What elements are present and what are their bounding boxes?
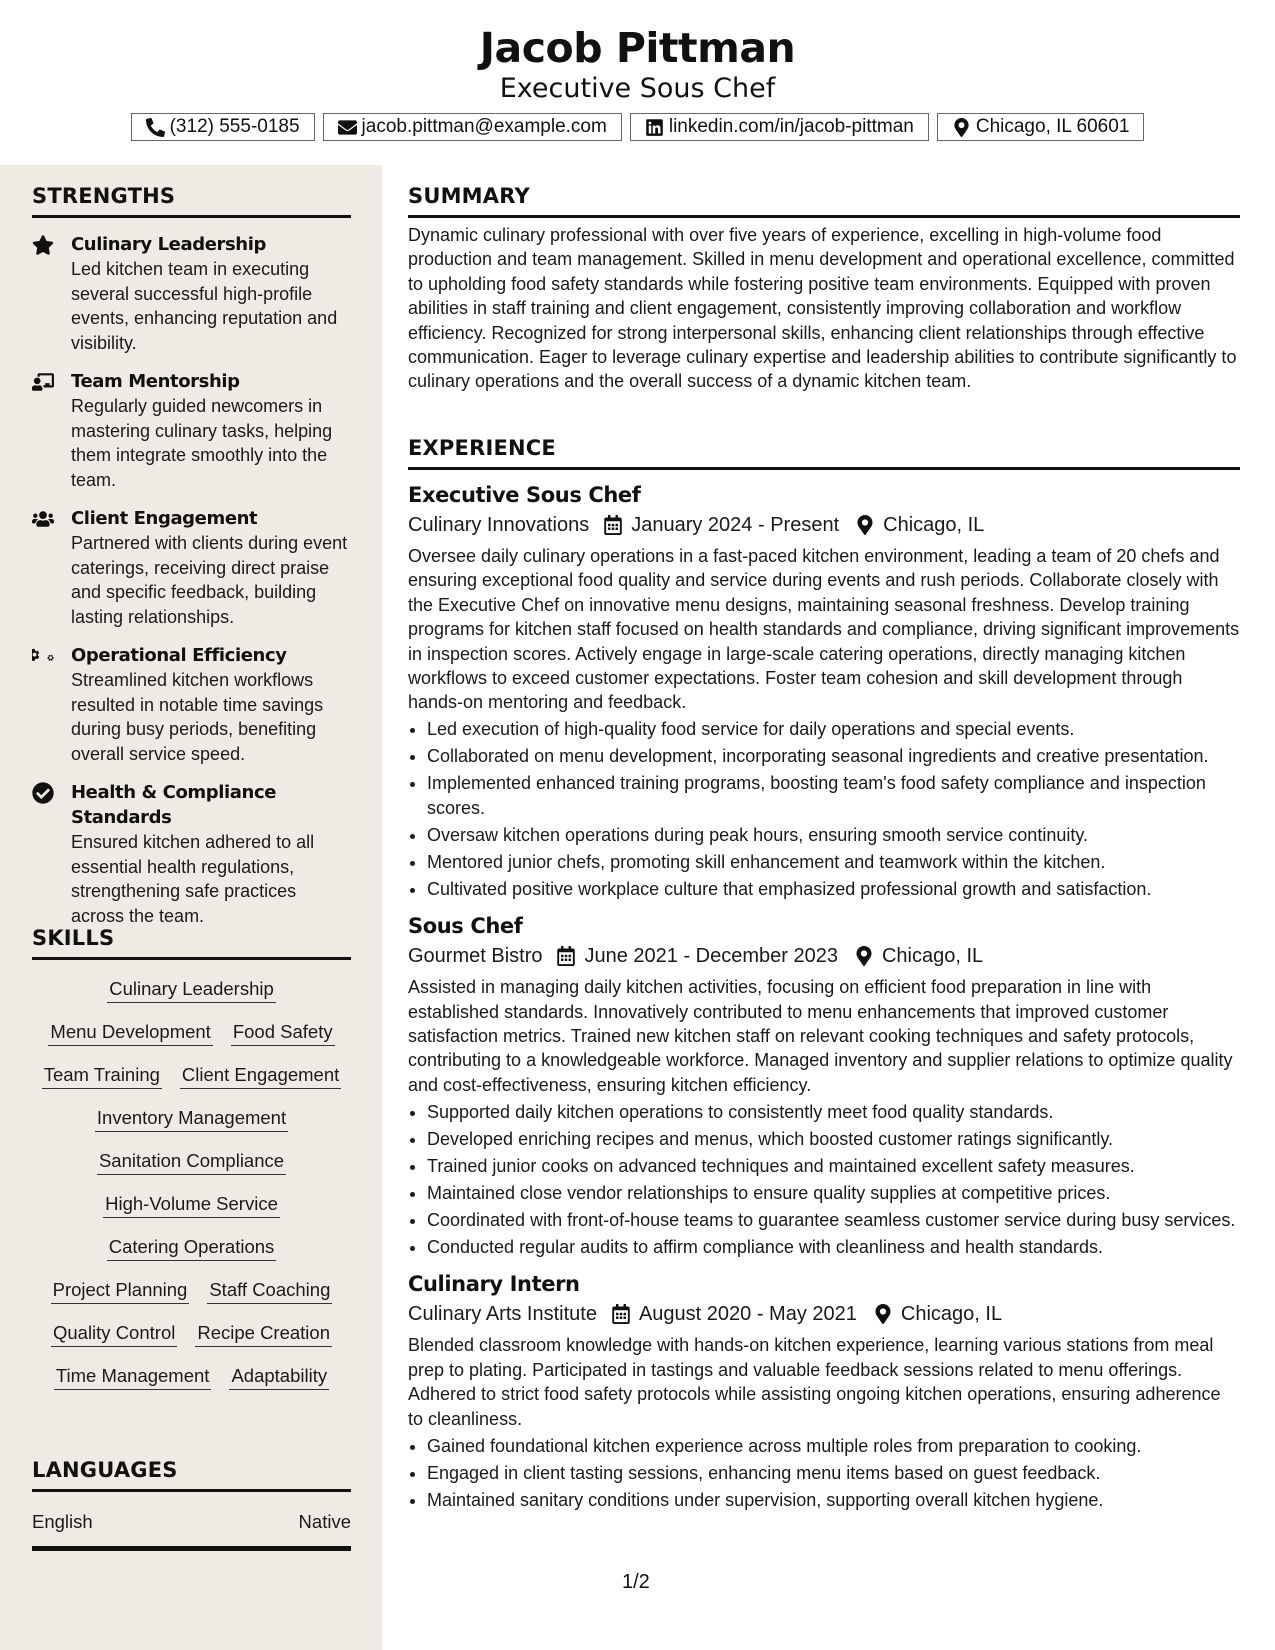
job-location: Chicago, IL: [881, 945, 984, 968]
job-location: Chicago, IL: [900, 1303, 1003, 1326]
job-bullet: • Collaborated on menu development, incorporating seasonal ingredients and creative presentation.: [427, 744, 1240, 768]
job-bullets: [408, 717, 1240, 901]
skill-tag: Time Management: [54, 1364, 212, 1390]
calendar-icon: [556, 946, 576, 966]
skill-tag: High-Volume Service: [103, 1192, 280, 1218]
job-bullet: • Mentored junior chefs, promoting skill enhancement and teamwork within the kitchen.: [427, 850, 1240, 874]
candidate-title: Executive Sous Chef: [499, 73, 776, 104]
phone-icon: [146, 118, 165, 137]
job-entry: [408, 911, 1240, 1259]
job-bullet: • Oversaw kitchen operations during peak hours, ensuring smooth service continuity.: [427, 823, 1240, 847]
skill-row: [32, 1321, 351, 1347]
strength-desc: Ensured kitchen adhered to all essential health regulations, strengthening safe practices across the team.: [71, 832, 315, 926]
check-circle-icon: [32, 782, 56, 804]
skill-row: [32, 1192, 351, 1218]
map-pin-icon: [873, 1304, 893, 1324]
languages-section: [32, 1457, 351, 1551]
calendar-icon: [603, 515, 623, 535]
skill-row: [32, 1063, 351, 1089]
map-pin-icon: [854, 946, 874, 966]
job-bullet: • Led execution of high-quality food service for daily operations and special events.: [427, 717, 1240, 741]
skill-tag: Project Planning: [51, 1278, 190, 1304]
summary-heading: SUMMARY: [408, 183, 1240, 218]
strength-item: [32, 506, 351, 629]
job-bullet: • Developed enriching recipes and menus, which boosted customer ratings significantly.: [427, 1127, 1240, 1151]
strength-desc: Streamlined kitchen workflows resulted in notable time savings during busy periods, benefiting overall service speed.: [71, 670, 324, 764]
job-company: Culinary Innovations: [408, 514, 590, 536]
job-bullet: • Cultivated positive workplace culture that emphasized professional growth and satisfaction.: [427, 877, 1240, 901]
skill-tag: Staff Coaching: [207, 1278, 332, 1304]
strength-desc: Partnered with clients during event caterings, receiving direct praise and specific feedback, building lasting relationships.: [71, 533, 348, 627]
strength-desc: Led kitchen team in executing several successful high-profile events, enhancing reputation and visibility.: [71, 259, 338, 353]
strengths-section: [32, 183, 351, 928]
strength-title: Team Mentorship: [71, 371, 240, 392]
skill-tag: Menu Development: [48, 1020, 212, 1046]
strength-item: [32, 780, 351, 928]
contact-email[interactable]: [323, 113, 622, 141]
strength-item: [32, 643, 351, 766]
job-bullet: • Conducted regular audits to affirm compliance with cleanliness and health standards.: [427, 1235, 1240, 1259]
skills-heading: SKILLS: [32, 925, 351, 960]
job-bullet: • Gained foundational kitchen experience across multiple roles from preparation to cooking.: [427, 1434, 1240, 1458]
experience-heading: EXPERIENCE: [408, 435, 1240, 470]
skill-tag: Inventory Management: [95, 1106, 288, 1132]
languages-heading: LANGUAGES: [32, 1457, 351, 1492]
page-number: 1/2: [622, 1571, 650, 1593]
linkedin-icon: [645, 118, 664, 137]
skill-row: [32, 1020, 351, 1046]
resume-header: [0, 0, 1275, 165]
job-entry: [408, 1269, 1240, 1512]
job-description: Assisted in managing daily kitchen activities, focusing on efficient food preparation in line with established standards. Innovatively contributed to menu enhancements that improved customer satisfaction metrics. Trained new kitchen staff on relevant cooking techniques and safety protocols, contributing to a knowledgeable workforce. Managed inventory and supplier relations to optimize quality and cost-effectiveness, ensuring kitchen efficiency.: [408, 977, 1233, 1095]
strength-title: Operational Efficiency: [71, 645, 287, 666]
contact-location: [937, 113, 1145, 141]
job-bullets: [408, 1434, 1240, 1512]
contact-email-text: jacob.pittman@example.com: [361, 116, 607, 137]
job-dates: June 2021 - December 2023: [584, 945, 838, 968]
job-entry: [408, 480, 1240, 901]
strength-title: Health & Compliance Standards: [71, 782, 277, 828]
job-dates: January 2024 - Present: [631, 514, 840, 536]
job-description: Blended classroom knowledge with hands-on kitchen experience, learning various stations from meal prep to plating. Participated in tastings and valuable feedback sessions related to menu offerings. Adhered to strict food safety protocols while assisting ongoing kitchen operations, ensuring adherence to cleanliness.: [408, 1335, 1221, 1429]
language-item: [32, 1510, 351, 1551]
strength-title: Culinary Leadership: [71, 234, 266, 255]
skill-tag: Client Engagement: [180, 1063, 341, 1089]
skill-tag: Quality Control: [51, 1321, 177, 1347]
strength-title: Client Engagement: [71, 508, 258, 529]
language-name: English: [32, 1511, 93, 1532]
strength-desc: Regularly guided newcomers in mastering culinary tasks, helping them integrate smoothly into the team.: [71, 396, 333, 490]
job-meta: [408, 1299, 1240, 1329]
summary-text: Dynamic culinary professional with over five years of experience, excelling in high-volume food production and team management. Skilled in menu development and operational excellence, committed to upholding food safety standards while fostering positive team environments. Equipped with proven abilities in staff training and client engagement, consistently improving collaboration and workflow efficiency. Recognized for strong interpersonal skills, enhancing client relationships through effective communication. Eager to leverage culinary expertise and leadership abilities to contribute significantly to culinary operations and the overall success of a dynamic kitchen team.: [408, 225, 1237, 392]
job-bullet: • Supported daily kitchen operations to consistently meet food quality standards.: [427, 1100, 1240, 1124]
language-level: Native: [298, 1511, 351, 1532]
job-bullet: • Maintained close vendor relationships to ensure quality supplies at competitive prices.: [427, 1181, 1240, 1205]
job-bullets: [408, 1100, 1240, 1259]
job-company: Gourmet Bistro: [408, 945, 543, 968]
job-location: Chicago, IL: [883, 514, 985, 536]
skill-row: [32, 1364, 351, 1390]
candidate-name: Jacob Pittman: [479, 24, 796, 72]
job-meta: [408, 941, 1240, 971]
skill-row: [32, 1149, 351, 1175]
skill-tag: Team Training: [42, 1063, 162, 1089]
strengths-heading: STRENGTHS: [32, 183, 351, 218]
skill-tag: Catering Operations: [107, 1235, 277, 1261]
skill-tag: Culinary Leadership: [107, 977, 276, 1003]
contact-linkedin[interactable]: [630, 113, 929, 141]
skill-row: [32, 1278, 351, 1304]
skill-row: [32, 1235, 351, 1261]
skill-tag: Food Safety: [231, 1020, 335, 1046]
job-dates: August 2020 - May 2021: [638, 1303, 857, 1326]
skills-section: [32, 925, 351, 1390]
contact-location-text: Chicago, IL 60601: [975, 116, 1130, 137]
skill-tag: Recipe Creation: [195, 1321, 332, 1347]
calendar-icon: [611, 1304, 631, 1324]
job-bullet: • Maintained sanitary conditions under supervision, supporting overall kitchen hygiene.: [427, 1488, 1240, 1512]
sidebar: [0, 165, 382, 1650]
job-meta: [408, 510, 1240, 540]
job-role: Executive Sous Chef: [408, 483, 641, 507]
job-description: Oversee daily culinary operations in a fast-paced kitchen environment, leading a team of 20 chefs and ensuring exceptional food quality and service during events and rush periods. Collaborate closely with the Executive Chef on innovative menu designs, maintaining seasonal freshness. Develop training programs for kitchen staff focused on health standards and compliance, driving significant improvements in inspection scores. Actively engage in large-scale catering operations, directly managing kitchen workflows to exceed customer expectations. Foster team cohesion and skill development through hands-on mentoring and feedback.: [408, 546, 1240, 713]
skill-tag: Adaptability: [229, 1364, 329, 1390]
job-bullet: • Implemented enhanced training programs, boosting team's food safety compliance and inspection scores.: [427, 771, 1240, 820]
job-role: Sous Chef: [408, 914, 523, 939]
skill-row: [32, 1106, 351, 1132]
map-pin-icon: [855, 515, 875, 535]
chalkboard-teacher-icon: [32, 371, 56, 393]
contact-bar: [0, 113, 1275, 141]
skill-tag: Sanitation Compliance: [97, 1149, 286, 1175]
contact-phone-text: (312) 555-0185: [169, 116, 300, 137]
job-role: Culinary Intern: [408, 1272, 580, 1297]
summary-section: [408, 183, 1240, 394]
users-icon: [32, 508, 56, 530]
map-pin-icon: [952, 118, 971, 137]
contact-linkedin-text: linkedin.com/in/jacob-pittman: [668, 116, 914, 137]
job-bullet: • Engaged in client tasting sessions, enhancing menu items based on guest feedback.: [427, 1461, 1240, 1485]
job-bullet: • Coordinated with front-of-house teams to guarantee seamless customer service during busy services.: [427, 1208, 1240, 1232]
cogs-icon: [32, 645, 56, 667]
strength-item: [32, 369, 351, 492]
strength-item: [32, 232, 351, 355]
contact-phone[interactable]: [131, 113, 315, 141]
experience-section: [408, 435, 1240, 1512]
star-icon: [32, 234, 56, 256]
envelope-icon: [338, 118, 357, 137]
job-bullet: • Trained junior cooks on advanced techniques and maintained excellent safety measures.: [427, 1154, 1240, 1178]
job-company: Culinary Arts Institute: [408, 1303, 597, 1326]
skill-row: [32, 977, 351, 1003]
